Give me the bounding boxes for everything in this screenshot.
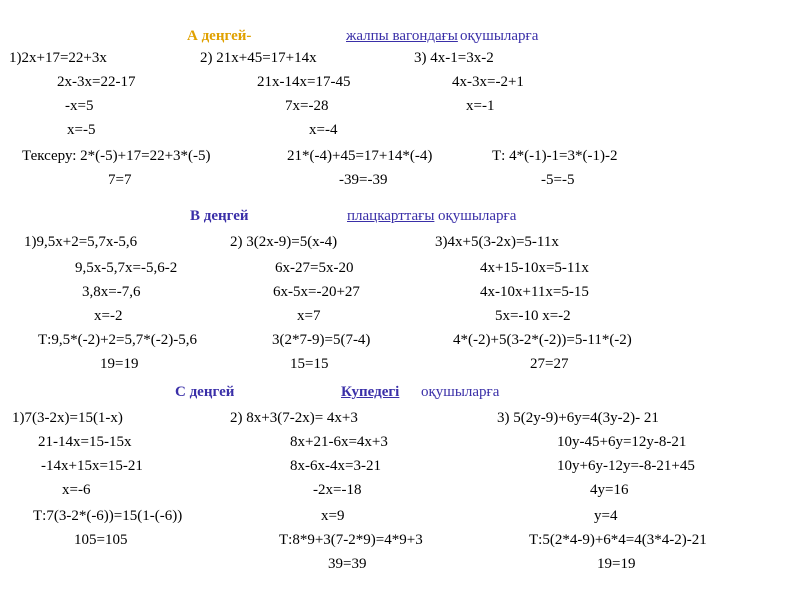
level-c-label: С деңгей xyxy=(175,384,235,400)
c3-line3: 10y+6y-12y=-8-21+45 xyxy=(557,458,695,474)
a1-check: Тексеру: 2*(-5)+17=22+3*(-5) xyxy=(22,148,211,164)
b2-check: 3(2*7-9)=5(7-4) xyxy=(272,332,371,348)
a3-line3: x=-1 xyxy=(466,98,495,114)
c2-result: 39=39 xyxy=(328,556,367,572)
a2-line1: 2) 21x+45=17+14x xyxy=(200,50,317,66)
a2-line3: 7x=-28 xyxy=(285,98,329,114)
a1-line3: -x=5 xyxy=(65,98,94,114)
c1-line3: -14x+15x=15-21 xyxy=(41,458,143,474)
a3-line1: 3) 4x-1=3x-2 xyxy=(414,50,494,66)
b1-line1: 1)9,5x+2=5,7x-5,6 xyxy=(24,234,138,250)
b2-line1: 2) 3(2x-9)=5(x-4) xyxy=(230,234,338,250)
b2-line3: 6x-5x=-20+27 xyxy=(273,284,360,300)
b1-line4: x=-2 xyxy=(94,308,123,324)
c1-line1: 1)7(3-2x)=15(1-x) xyxy=(12,410,123,426)
b1-line2: 9,5x-5,7x=-5,6-2 xyxy=(75,260,178,276)
c2-line3: 8x-6x-4x=3-21 xyxy=(290,458,381,474)
b3-result: 27=27 xyxy=(530,356,569,372)
level-c-group: Купедегі xyxy=(341,384,400,400)
b3-line4: 5x=-10 x=-2 xyxy=(495,308,571,324)
c3-check: Т:5(2*4-9)+6*4=4(3*4-2)-21 xyxy=(529,532,707,548)
level-b-group: плацкарттағы xyxy=(347,208,435,224)
level-c-rest: оқушыларға xyxy=(421,384,500,400)
c2-line5: x=9 xyxy=(321,508,345,524)
b1-line3: 3,8x=-7,6 xyxy=(82,284,141,300)
level-a-group: жалпы вагондағы xyxy=(346,28,458,44)
b1-result: 19=19 xyxy=(100,356,139,372)
c3-line2: 10y-45+6y=12y-8-21 xyxy=(557,434,687,450)
c2-line2: 8x+21-6x=4x+3 xyxy=(290,434,388,450)
b3-check: 4*(-2)+5(3-2*(-2))=5-11*(-2) xyxy=(453,332,632,348)
a2-line4: x=-4 xyxy=(309,122,338,138)
a3-line2: 4x-3x=-2+1 xyxy=(452,74,524,90)
level-a-label: А деңгей- xyxy=(187,28,252,44)
b2-line4: x=7 xyxy=(297,308,321,324)
level-b-label: В деңгей xyxy=(190,208,249,224)
b3-line3: 4x-10x+11x=5-15 xyxy=(480,284,589,300)
c1-result: 105=105 xyxy=(74,532,128,548)
level-b-rest: оқушыларға xyxy=(438,208,517,224)
a2-result: -39=-39 xyxy=(339,172,388,188)
c2-check: Т:8*9+3(7-2*9)=4*9+3 xyxy=(279,532,423,548)
a3-result: -5=-5 xyxy=(541,172,575,188)
a1-result: 7=7 xyxy=(108,172,132,188)
c1-line2: 21-14x=15-15x xyxy=(38,434,132,450)
a1-line4: x=-5 xyxy=(67,122,96,138)
a3-check: Т: 4*(-1)-1=3*(-1)-2 xyxy=(492,148,618,164)
a2-check: 21*(-4)+45=17+14*(-4) xyxy=(287,148,433,164)
c3-result: 19=19 xyxy=(597,556,636,572)
c3-line1: 3) 5(2y-9)+6y=4(3y-2)- 21 xyxy=(497,410,659,426)
c2-line1: 2) 8x+3(7-2x)= 4x+3 xyxy=(230,410,358,426)
a1-line2: 2x-3x=22-17 xyxy=(57,74,136,90)
c3-line5: y=4 xyxy=(594,508,618,524)
b2-result: 15=15 xyxy=(290,356,329,372)
b3-line2: 4x+15-10x=5-11x xyxy=(480,260,589,276)
b1-check: Т:9,5*(-2)+2=5,7*(-2)-5,6 xyxy=(38,332,197,348)
c2-line4: -2x=-18 xyxy=(313,482,362,498)
a2-line2: 21x-14x=17-45 xyxy=(257,74,351,90)
c1-check: Т:7(3-2*(-6))=15(1-(-6)) xyxy=(33,508,183,524)
c3-line4: 4y=16 xyxy=(590,482,629,498)
b2-line2: 6x-27=5x-20 xyxy=(275,260,354,276)
a1-line1: 1)2x+17=22+3x xyxy=(9,50,107,66)
b3-line1: 3)4x+5(3-2x)=5-11x xyxy=(435,234,559,250)
c1-line4: x=-6 xyxy=(62,482,91,498)
level-a-rest: оқушыларға xyxy=(460,28,539,44)
